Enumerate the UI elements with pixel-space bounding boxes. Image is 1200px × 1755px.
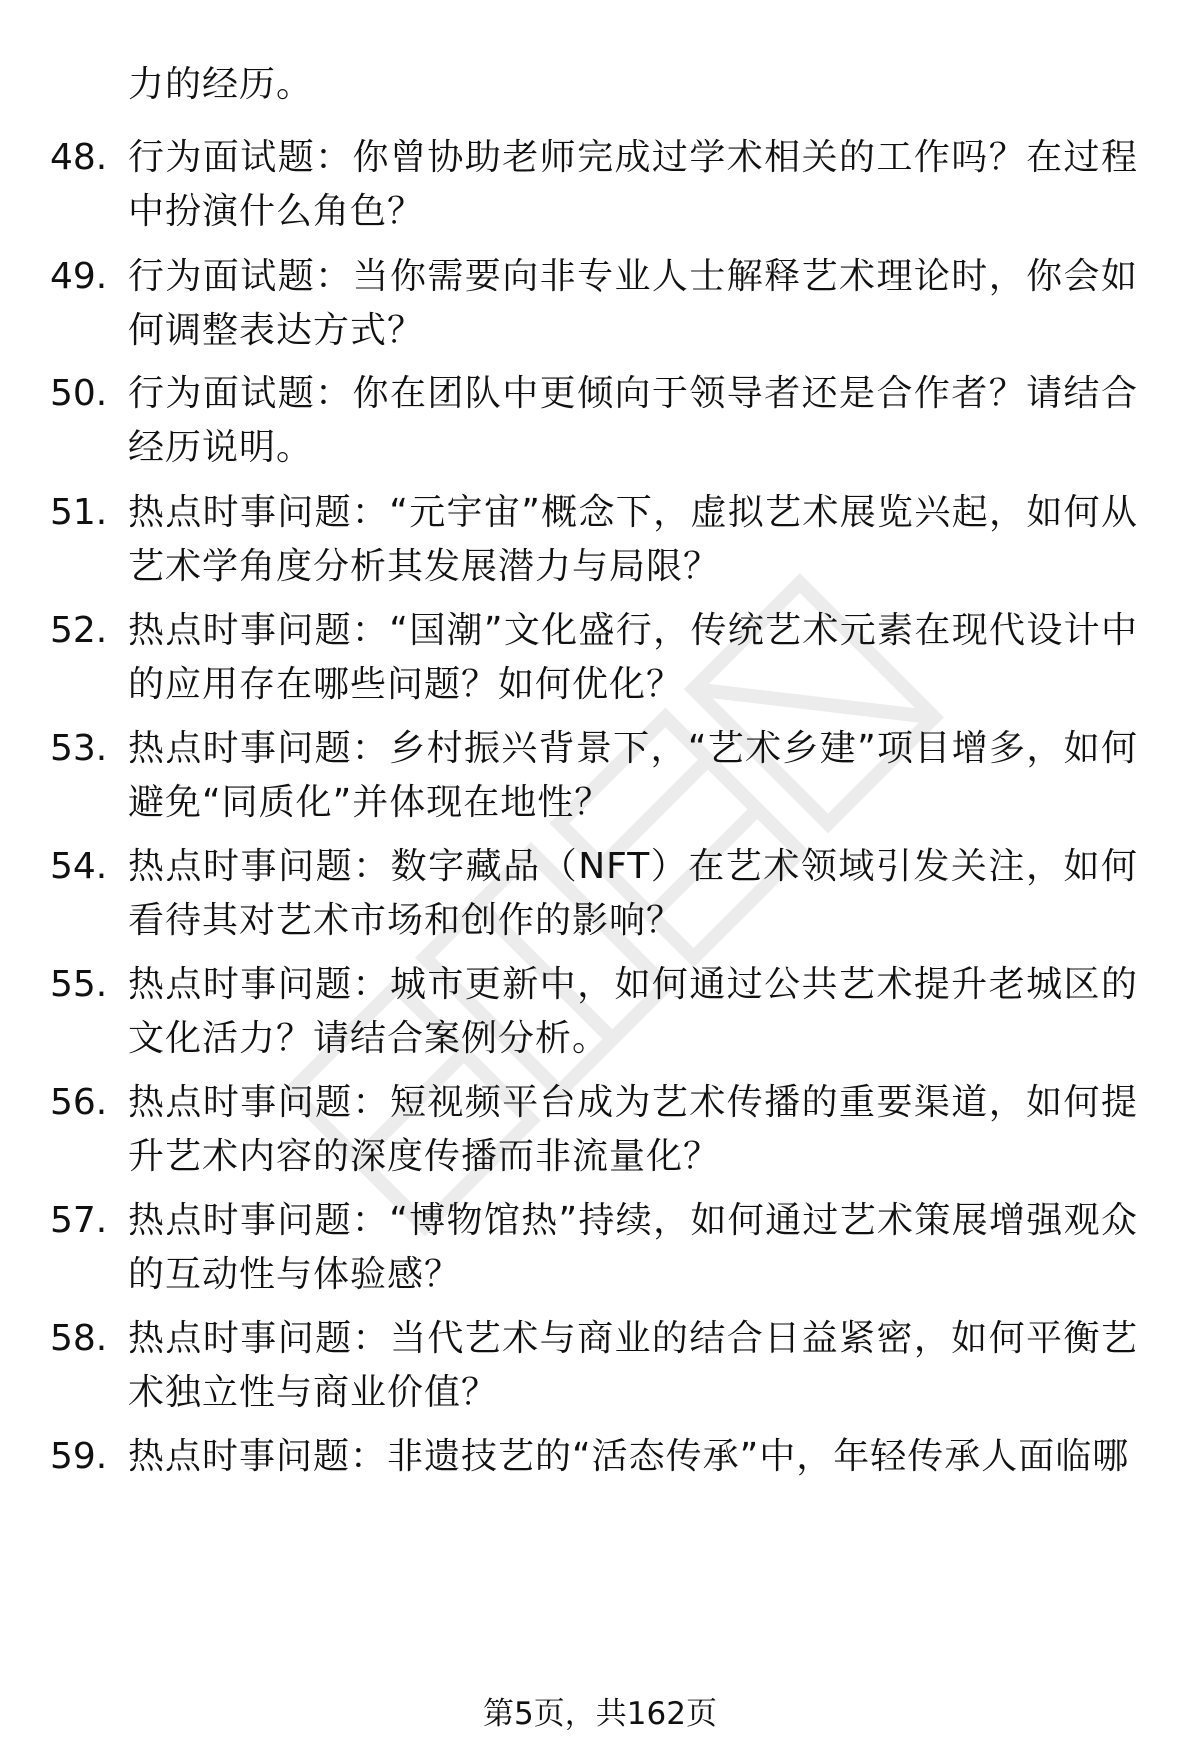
question-number: 48. [50,137,108,178]
question-text: 热点时事问题：数字藏品（NFT）在艺术领域引发关注，如何看待其对艺术市场和创作的影响？ [128,846,1138,941]
question-number: 57. [50,1200,108,1241]
continuation-text: 力的经历。 [128,64,314,105]
list-item [0,958,1200,1078]
list-item [0,604,1200,724]
question-text: 热点时事问题：短视频平台成为艺术传播的重要渠道，如何提升艺术内容的深度传播而非流量化？ [128,1082,1138,1177]
question-text: 行为面试题：你曾协助老师完成过学术相关的工作吗？在过程中扮演什么角色？ [128,137,1138,232]
question-text: 热点时事问题：“博物馆热”持续，如何通过艺术策展增强观众的互动性与体验感？ [128,1200,1138,1295]
list-item [0,131,1200,251]
question-text: 热点时事问题：城市更新中，如何通过公共艺术提升老城区的文化活力？请结合案例分析。 [128,964,1138,1059]
question-text: 热点时事问题：乡村振兴背景下，“艺术乡建”项目增多，如何避免“同质化”并体现在地性？ [128,728,1138,823]
list-item [0,1430,1200,1490]
list-item [0,367,1200,487]
question-text: 行为面试题：你在团队中更倾向于领导者还是合作者？请结合经历说明。 [128,373,1138,468]
question-number: 49. [50,256,108,297]
list-item [0,1312,1200,1432]
question-text: 热点时事问题：“国潮”文化盛行，传统艺术元素在现代设计中的应用存在哪些问题？如何优化？ [128,610,1138,705]
question-number: 53. [50,728,108,769]
list-item [0,486,1200,606]
question-number: 56. [50,1082,108,1123]
question-text: 热点时事问题：当代艺术与商业的结合日益紧密，如何平衡艺术独立性与商业价值？ [128,1318,1138,1413]
question-number: 54. [50,846,108,887]
question-number: 51. [50,492,108,533]
page-number-footer: 第5页，共162页 [483,1696,717,1732]
list-item [0,840,1200,960]
question-number: 50. [50,373,108,414]
question-number: 55. [50,964,108,1005]
question-number: 58. [50,1318,108,1359]
question-text: 热点时事问题：非遗技艺的“活态传承”中，年轻传承人面临哪 [128,1436,1130,1477]
list-item [0,722,1200,842]
list-item [0,250,1200,370]
question-number: 59. [50,1436,108,1477]
question-text: 行为面试题：当你需要向非专业人士解释艺术理论时，你会如何调整表达方式？ [128,256,1138,351]
question-text: 热点时事问题：“元宇宙”概念下，虚拟艺术展览兴起，如何从艺术学角度分析其发展潜力与局限？ [128,492,1138,587]
question-number: 52. [50,610,108,651]
list-item [0,1076,1200,1196]
list-item [0,1194,1200,1314]
